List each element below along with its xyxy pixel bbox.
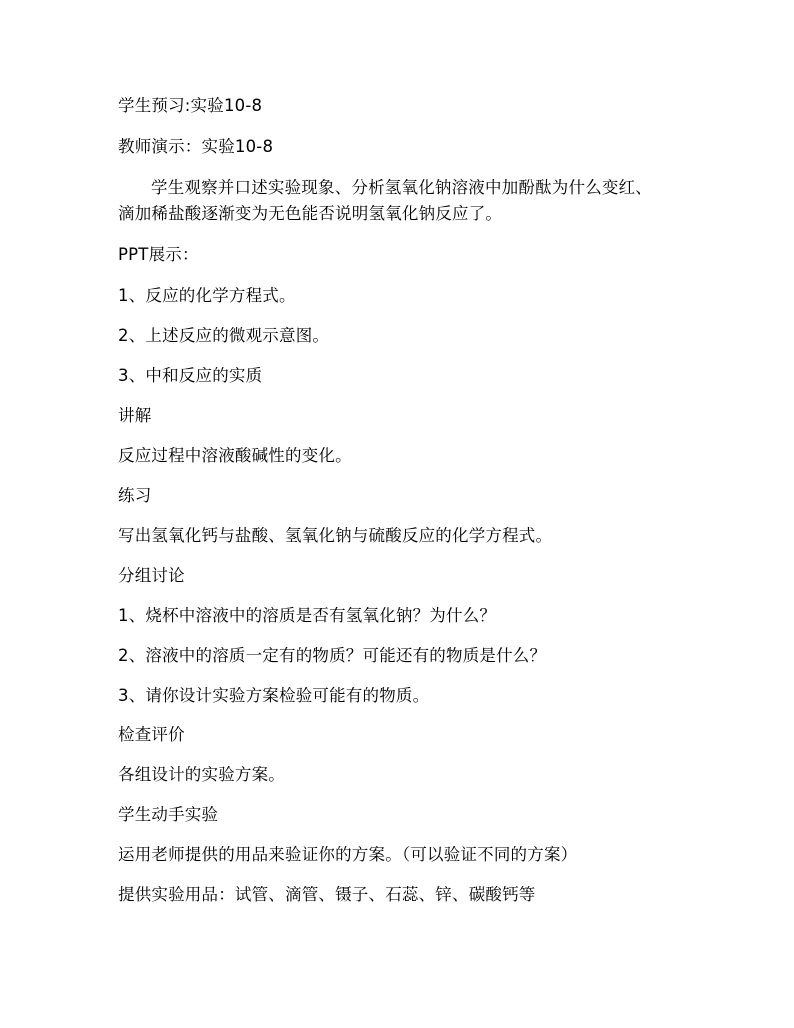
- evaluation-heading: 检查评价: [118, 725, 185, 744]
- preview-line: 学生预习:实验10-8: [118, 96, 263, 115]
- group-discussion-heading: 分组讨论: [118, 566, 185, 585]
- exercise-text: 写出氢氧化钙与盐酸、氢氧化钠与硫酸反应的化学方程式。: [118, 526, 553, 545]
- supplies-text: 提供实验用品：试管、滴管、镊子、石蕊、锌、碳酸钙等: [118, 885, 536, 904]
- evaluation-text: 各组设计的实验方案。: [118, 765, 285, 784]
- discussion-item-3: 3、请你设计实验方案检验可能有的物质。: [118, 686, 430, 705]
- ppt-item-1: 1、反应的化学方程式。: [118, 286, 296, 305]
- hands-on-text: 运用老师提供的用品来验证你的方案。（可以验证不同的方案）: [118, 845, 578, 864]
- discussion-item-2: 2、溶液中的溶质一定有的物质？可能还有的物质是什么？: [118, 646, 547, 665]
- ppt-item-2: 2、上述反应的微观示意图。: [118, 326, 330, 345]
- explanation-text: 反应过程中溶液酸碱性的变化。: [118, 446, 352, 465]
- explanation-heading: 讲解: [118, 406, 152, 425]
- ppt-item-3: 3、中和反应的实质: [118, 366, 263, 385]
- ppt-heading: PPT展示：: [118, 245, 199, 264]
- exercise-heading: 练习: [118, 486, 152, 505]
- demo-line: 教师演示：实验10-8: [118, 137, 274, 156]
- discussion-item-1: 1、烧杯中溶液中的溶质是否有氢氧化钠？为什么？: [118, 606, 497, 625]
- observation-paragraph-line-2: 滴加稀盐酸逐渐变为无色能否说明氢氧化钠反应了。: [118, 204, 503, 223]
- hands-on-heading: 学生动手实验: [118, 805, 219, 824]
- observation-paragraph-line-1: 学生观察并口述实验现象、分析氢氧化钠溶液中加酚酞为什么变红、: [151, 178, 652, 197]
